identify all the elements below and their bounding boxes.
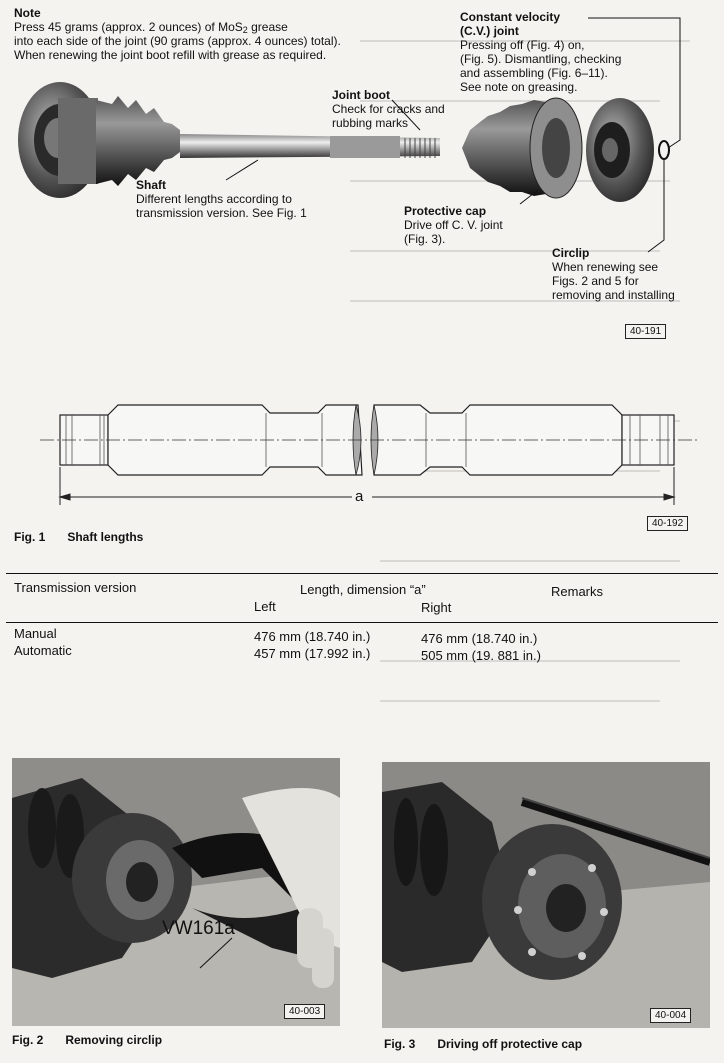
- table-cell-right: 476 mm (18.740 in.): [421, 631, 538, 646]
- callout-shaft: Shaft Different lengths according to transmission version. See Fig. 1: [136, 178, 307, 220]
- fig3-photo-driving-off-cap: [382, 762, 710, 1028]
- fig2-photo-removing-circlip: [12, 758, 340, 1026]
- note-heading: Note: [14, 6, 41, 20]
- circlip: [659, 141, 669, 159]
- note-line-3: When renewing the joint boot refill with grease as required.: [14, 48, 327, 62]
- left-joint-boot: [96, 96, 180, 186]
- note-line-1: Press 45 grams (approx. 2 ounces) of MoS$_2$ grease: [14, 20, 288, 35]
- figure-number-fig1: 40-192: [647, 516, 688, 531]
- fig3-photo-art: [382, 762, 710, 1028]
- fig2-caption: Fig. 2 Removing circlip: [12, 1033, 163, 1047]
- table-cell-version: Automatic: [14, 643, 72, 658]
- table-header-length: Length, dimension “a”: [300, 582, 426, 597]
- table-cell-left: 476 mm (18.740 in.): [254, 629, 371, 644]
- tool-label-vw161a: VW161a: [162, 918, 235, 939]
- dimension-a-label: a: [355, 488, 364, 505]
- table-top-rule: [6, 573, 718, 574]
- protective-cap: [530, 98, 582, 198]
- table-header-transmission: Transmission version: [14, 580, 137, 595]
- fig1-caption: Fig. 1 Shaft lengths: [14, 530, 144, 544]
- figure-number-main: 40-191: [625, 324, 666, 339]
- table-header-left: Left: [254, 599, 276, 614]
- constant-velocity-joint: [586, 98, 654, 202]
- table-cell-left: 457 mm (17.992 in.): [254, 646, 371, 661]
- drive-shaft: [180, 134, 440, 158]
- left-cv-joint: [18, 82, 102, 198]
- figure-number-fig3: 40-004: [650, 1008, 691, 1023]
- callout-joint-boot: Joint boot Check for cracks and rubbing marks: [332, 88, 445, 130]
- table-cell-version: Manual: [14, 626, 57, 641]
- table-header-rule: [6, 622, 718, 623]
- table-cell-right: 505 mm (19. 881 in.): [421, 648, 541, 663]
- fig3-caption: Fig. 3 Driving off protective cap: [384, 1037, 583, 1051]
- table-header-right: Right: [421, 600, 452, 615]
- callout-protective-cap: Protective cap Drive off C. V. joint (Fig. 3).: [404, 204, 503, 246]
- fig1-shaft-drawing: [0, 395, 724, 535]
- figure-number-fig2: 40-003: [284, 1004, 325, 1019]
- note-line-2: into each side of the joint (90 grams (approx. 4 ounces) total).: [14, 34, 341, 48]
- callout-circlip: Circlip When renewing see Figs. 2 and 5 for removing and installing: [552, 246, 675, 302]
- callout-cv-joint: Constant velocity (C.V.) joint Pressing off (Fig. 4) on, (Fig. 5). Dismantling, checking and assembling (Fig. 6–11). See note on greasing.: [460, 10, 622, 94]
- table-header-remarks: Remarks: [551, 584, 604, 599]
- fig2-photo-art: [12, 758, 340, 1026]
